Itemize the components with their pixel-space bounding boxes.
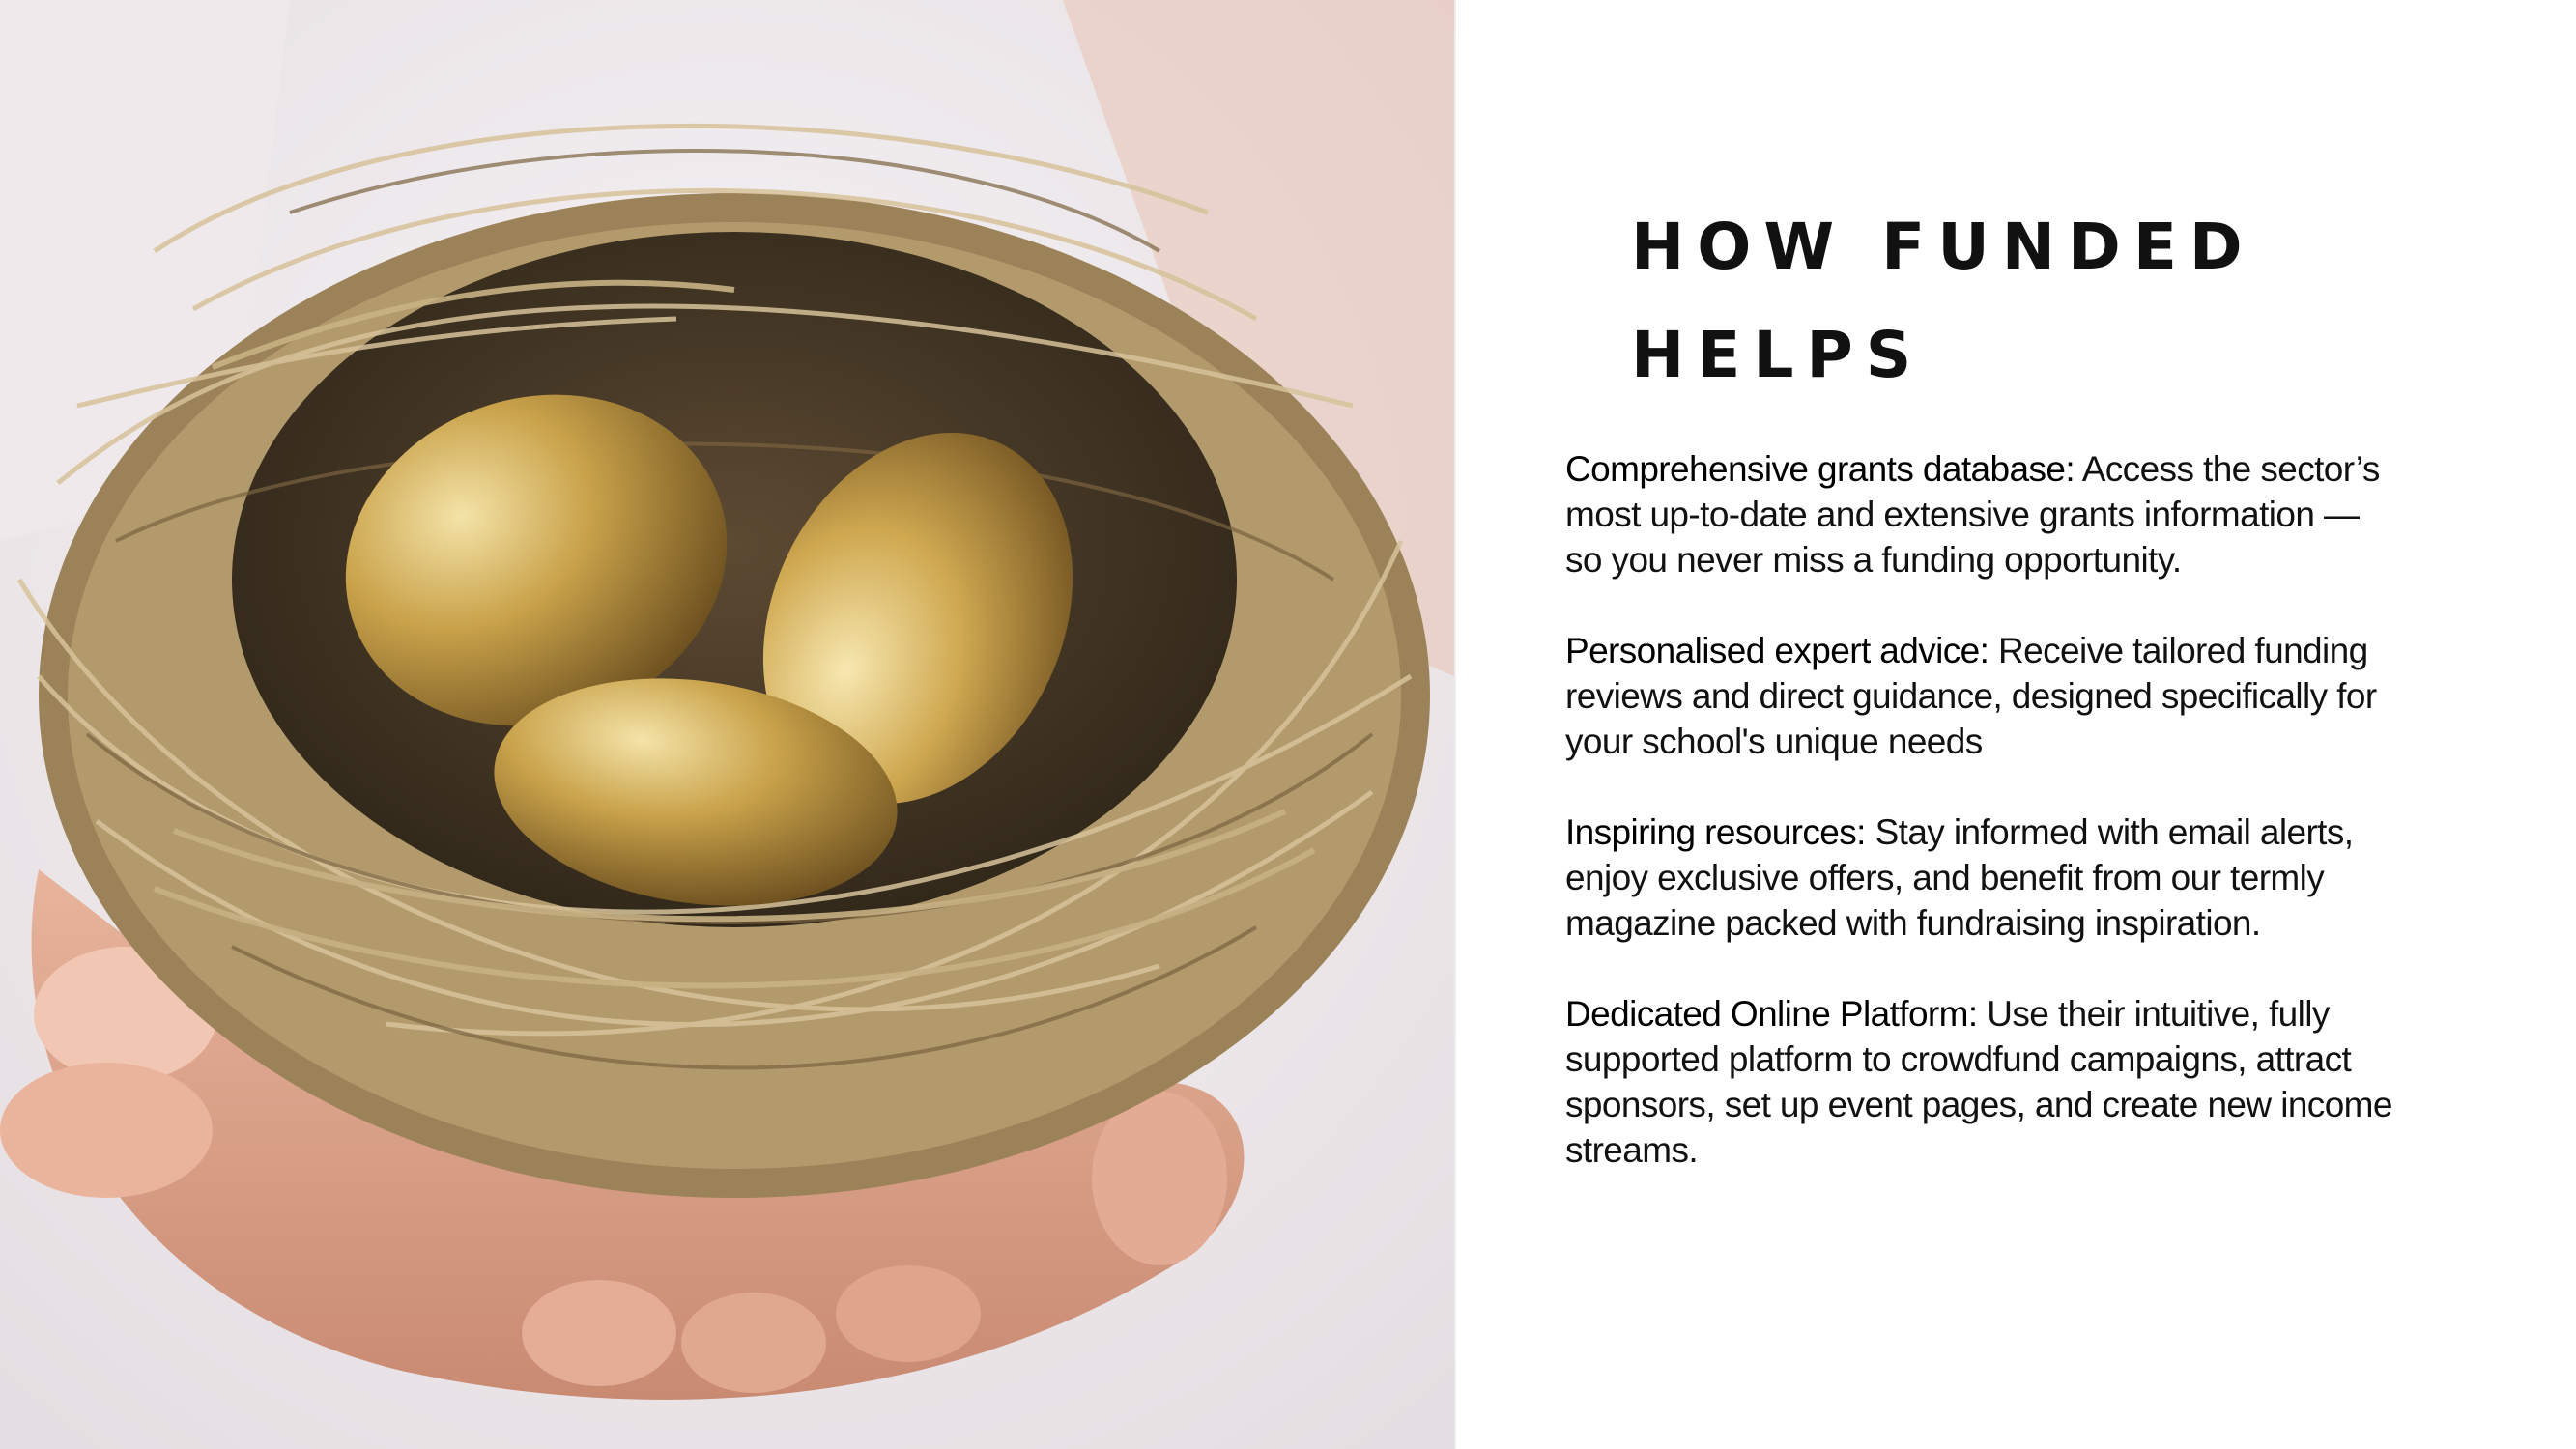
features-list xyxy=(1565,446,2396,1218)
feature-title: Dedicated Online Platform: xyxy=(1565,994,1978,1034)
feature-grants-database xyxy=(1565,446,2396,582)
feature-expert-advice xyxy=(1565,628,2396,764)
feature-text: Stay informed with email alerts, enjoy exclusive offers, and benefit from our termly magazine packed with fundraising inspiration. xyxy=(1565,812,2354,943)
feature-title: Comprehensive grants database: xyxy=(1565,449,2075,489)
feature-title: Inspiring resources: xyxy=(1565,812,1866,852)
feature-inspiring-resources xyxy=(1565,810,2396,946)
panel-divider xyxy=(1454,0,1456,1449)
feature-text: Access the sector’s most up-to-date and extensive grants information — so you never miss a funding opportunity. xyxy=(1565,449,2380,580)
feature-text: Use their intuitive, fully supported platform to crowdfund campaigns, attract sponsors, set up event pages, and create new income streams. xyxy=(1565,994,2392,1170)
feature-online-platform xyxy=(1565,991,2396,1173)
page-title: HOW FUNDED HELPS xyxy=(1631,210,2255,392)
feature-title: Personalised expert advice: xyxy=(1565,631,1989,670)
feature-text: Receive tailored funding reviews and direct guidance, designed specifically for your school's unique needs xyxy=(1565,631,2377,761)
